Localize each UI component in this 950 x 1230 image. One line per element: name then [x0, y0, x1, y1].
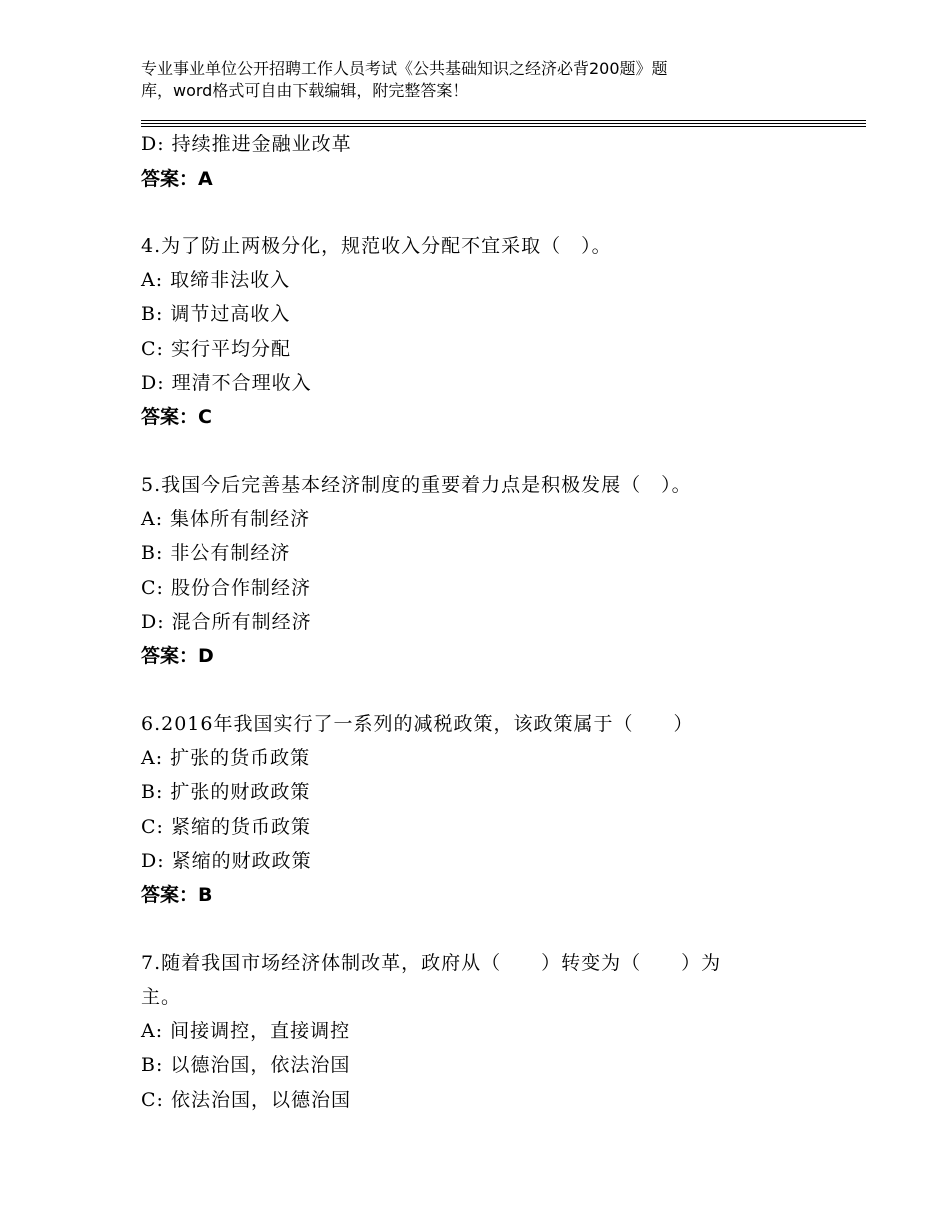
q7-option-a: A: 间接调控，直接调控 [141, 1020, 351, 1042]
header-line-2: 库，word格式可自由下载编辑，附完整答案！ [141, 81, 469, 100]
q4-option-a: A: 取缔非法收入 [141, 269, 291, 291]
header-rule-middle [141, 123, 866, 124]
document-header [141, 58, 781, 102]
q5-option-a: A: 集体所有制经济 [141, 508, 311, 530]
q4-option-b: B: 调节过高收入 [141, 303, 291, 325]
q4-option-d: D: 理清不合理收入 [141, 372, 312, 394]
q5-stem: 5.我国今后完善基本经济制度的重要着力点是积极发展（ ）。 [141, 474, 692, 496]
q6-option-a: A: 扩张的货币政策 [141, 747, 311, 769]
prev-answer: 答案：A [141, 168, 213, 190]
q5-option-c: C: 股份合作制经济 [141, 577, 311, 599]
q6-stem: 6.2016年我国实行了一系列的减税政策，该政策属于（ ） [141, 713, 694, 735]
q5-option-d: D: 混合所有制经济 [141, 611, 312, 633]
q5-option-b: B: 非公有制经济 [141, 542, 291, 564]
q4-stem: 4.为了防止两极分化，规范收入分配不宜采取（ ）。 [141, 235, 612, 257]
q7-option-c: C: 依法治国，以德治国 [141, 1089, 351, 1111]
q7-option-b: B: 以德治国，依法治国 [141, 1054, 351, 1076]
q6-option-b: B: 扩张的财政政策 [141, 781, 311, 803]
q6-option-c: C: 紧缩的货币政策 [141, 816, 311, 838]
prev-option-d: D: 持续推进金融业改革 [141, 133, 352, 155]
q4-answer: 答案：C [141, 406, 212, 428]
q6-answer: 答案：B [141, 884, 213, 906]
q5-answer: 答案：D [141, 645, 214, 667]
header-rule-top [141, 120, 866, 121]
q6-option-d: D: 紧缩的财政政策 [141, 850, 312, 872]
q7-stem-line-2: 主。 [141, 986, 182, 1008]
q4-option-c: C: 实行平均分配 [141, 338, 291, 360]
header-line-1: 专业事业单位公开招聘工作人员考试《公共基础知识之经济必背200题》题 [141, 59, 668, 78]
header-rule-bottom [141, 126, 866, 127]
q7-stem-line-1: 7.随着我国市场经济体制改革，政府从（ ）转变为（ ）为 [141, 952, 722, 974]
